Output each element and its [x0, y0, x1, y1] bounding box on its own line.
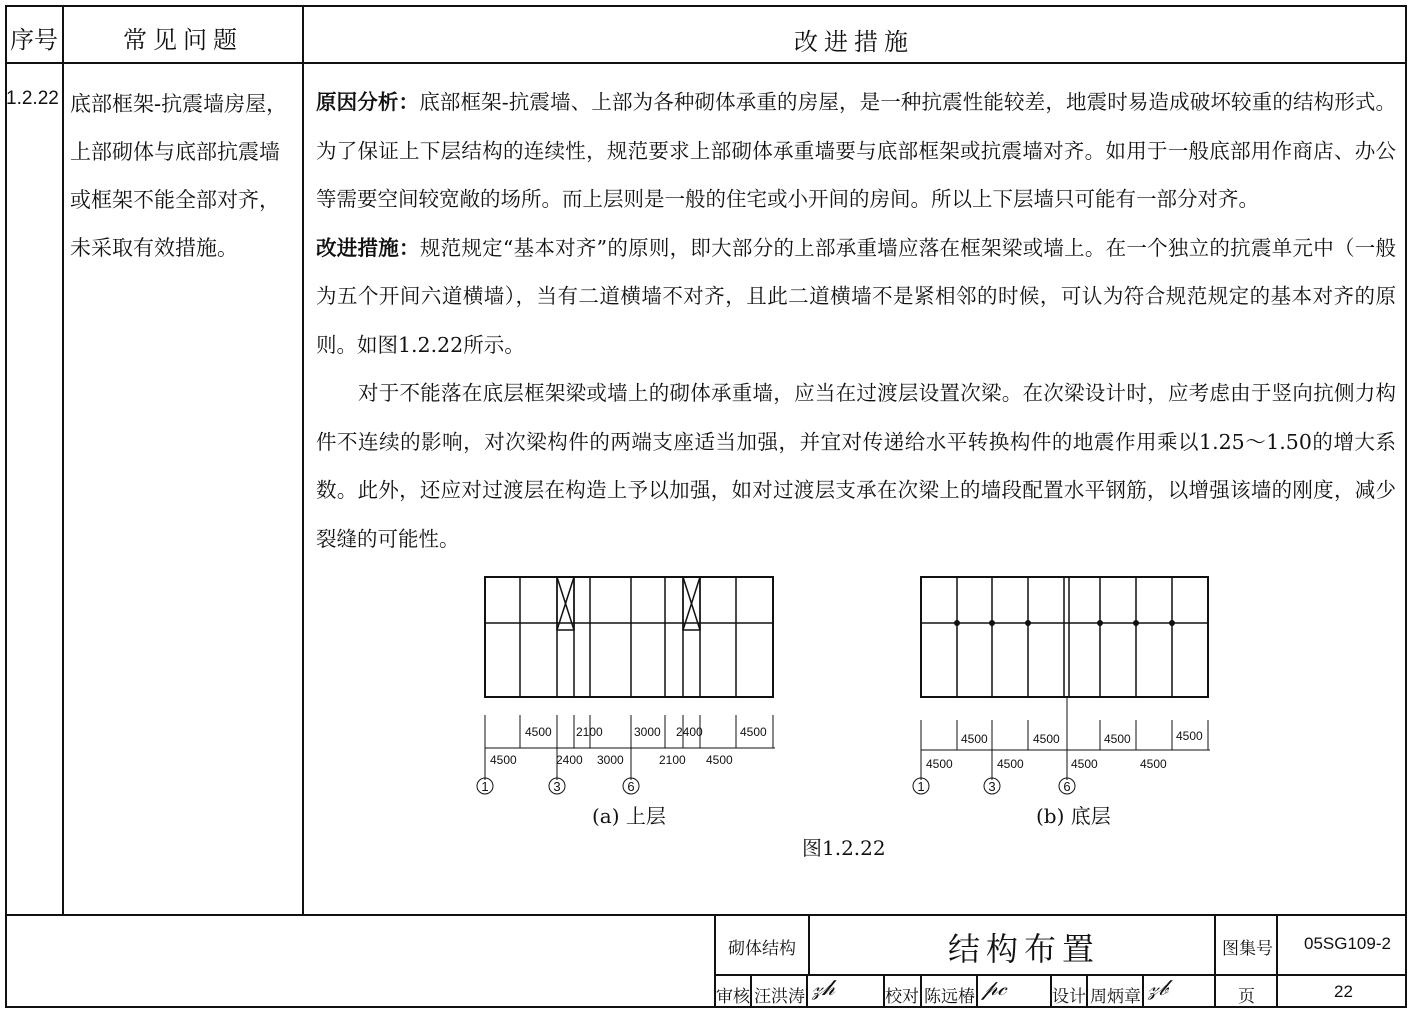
- axis-label: 6: [627, 779, 635, 794]
- measure-label: 改进措施：: [316, 235, 420, 260]
- upper-plan: [485, 577, 773, 697]
- dim-label: 4500: [525, 725, 552, 739]
- signature-designer: 𝓏𝒷: [1148, 976, 1168, 1001]
- cause-paragraph: [316, 78, 1396, 224]
- tb-checker: 陈远椿: [924, 987, 975, 1007]
- tb-review-label: 审核: [716, 987, 750, 1007]
- dim-label: 4500: [926, 757, 953, 771]
- tb-category: 砌体结构: [728, 939, 796, 959]
- tb-divider: [808, 914, 810, 974]
- lower-plan: [921, 577, 1208, 697]
- tb-design-label: 设计: [1052, 987, 1086, 1007]
- dim-label: 4500: [1140, 757, 1167, 771]
- dim-label: 3000: [597, 753, 624, 767]
- row-number: 1.2.22: [6, 88, 59, 109]
- upper-dim-text: [490, 725, 767, 767]
- dim-label: 4500: [706, 753, 733, 767]
- dim-label: 4500: [1071, 757, 1098, 771]
- measure-text: 规范规定“基本对齐”的原则，即大部分的上部承重墙应落在框架梁或墙上。在一个独立的抗震单元中（一般为五个开间六道横墙），当有二道横墙不对齐，且此二道横墙不是紧相邻的时候，可认为符合规范规定的基本对齐的原则。如图1.2.22所示。: [316, 235, 1397, 357]
- signature-reviewer: 𝓏𝒽: [812, 976, 835, 1001]
- problem-line: 未采取有效措施。: [70, 236, 238, 260]
- axis-label: 1: [917, 779, 925, 794]
- axis-label: 3: [553, 779, 561, 794]
- header-measure: 改进措施: [794, 28, 914, 56]
- dim-label: 4500: [490, 753, 517, 767]
- dim-label: 4500: [997, 757, 1024, 771]
- col-divider-1: [62, 5, 64, 915]
- tb-divider: [1214, 914, 1216, 1008]
- dim-label: 2100: [659, 753, 686, 767]
- tb-check-label: 校对: [885, 987, 919, 1007]
- dim-label: 4500: [961, 732, 988, 746]
- cause-label: 原因分析：: [316, 90, 420, 114]
- tb-reviewer: 汪洪涛: [754, 987, 805, 1007]
- problem-text: [70, 80, 295, 272]
- tb-divider: [1276, 914, 1278, 1008]
- dim-label: 2400: [556, 753, 583, 767]
- dim-label: 4500: [740, 725, 767, 739]
- figure-drawing: [470, 570, 1230, 800]
- tb-divider: [806, 974, 808, 1008]
- caption-lower: (b) 底层: [1036, 804, 1111, 828]
- extra-paragraph: 对于不能落在底层框架梁或墙上的砌体承重墙，应当在过渡层设置次梁。在次梁设计时，应考虑由于竖向抗侧力构件不连续的影响，对次梁构件的两端支座适当加强，并宜对传递给水平转换构件的地震作用乘以1.25～1.50的增大系数。此外，还应对过渡层在构造上予以加强，如对过渡层支承在次梁上的墙段配置水平钢筋，以增强该墙的刚度，减少裂缝的可能性。: [316, 381, 1396, 551]
- dim-label: 2100: [576, 725, 603, 739]
- tb-divider: [1086, 974, 1088, 1008]
- header-problem: 常见问题: [123, 26, 243, 54]
- measure-content: [316, 78, 1396, 563]
- header-seq: 序号: [10, 26, 58, 54]
- tb-atlas-label: 图集号: [1222, 939, 1273, 959]
- tb-title: 结构布置: [948, 930, 1101, 968]
- tb-divider: [920, 974, 922, 1008]
- axis-label: 1: [481, 779, 489, 794]
- problem-line: 或框架不能全部对齐，: [70, 188, 280, 212]
- dim-label: 3000: [634, 725, 661, 739]
- figure-caption: 图1.2.22: [802, 836, 886, 860]
- axis-label: 6: [1063, 779, 1071, 794]
- dim-label: 4500: [1104, 732, 1131, 746]
- tb-page-no: 22: [1334, 982, 1353, 1001]
- problem-line: 上部砌体与底部抗震墙: [70, 140, 280, 164]
- tb-divider: [1142, 974, 1144, 1008]
- measure-paragraph: [316, 224, 1396, 370]
- problem-line: 底部框架-抗震墙房屋，: [70, 92, 288, 116]
- tb-atlas-no: 05SG109-2: [1304, 934, 1391, 953]
- tb-divider: [750, 974, 752, 1008]
- dim-label: 4500: [1033, 732, 1060, 746]
- tb-designer: 周炳章: [1090, 987, 1141, 1007]
- signature-checker: 𝓅𝒸: [982, 976, 1007, 1001]
- header-divider: [5, 62, 1407, 64]
- tb-divider: [976, 974, 978, 1008]
- title-block-top: [5, 914, 1407, 916]
- cause-text: 底部框架-抗震墙、上部为各种砌体承重的房屋，是一种抗震性能较差，地震时易造成破坏较重的结构形式。为了保证上下层结构的连续性，规范要求上部砌体承重墙要与底部框架或抗震墙对齐。如用于一般底部用作商店、办公等需要空间较宽敞的场所。而上层则是一般的住宅或小开间的房间。所以上下层墙只可能有一部分对齐。: [316, 90, 1396, 211]
- dim-label: 4500: [1176, 729, 1203, 743]
- caption-upper: (a) 上层: [592, 804, 666, 828]
- axis-label: 3: [988, 779, 996, 794]
- dim-label: 2400: [676, 725, 703, 739]
- col-divider-2: [302, 5, 304, 915]
- tb-page-label: 页: [1238, 987, 1255, 1007]
